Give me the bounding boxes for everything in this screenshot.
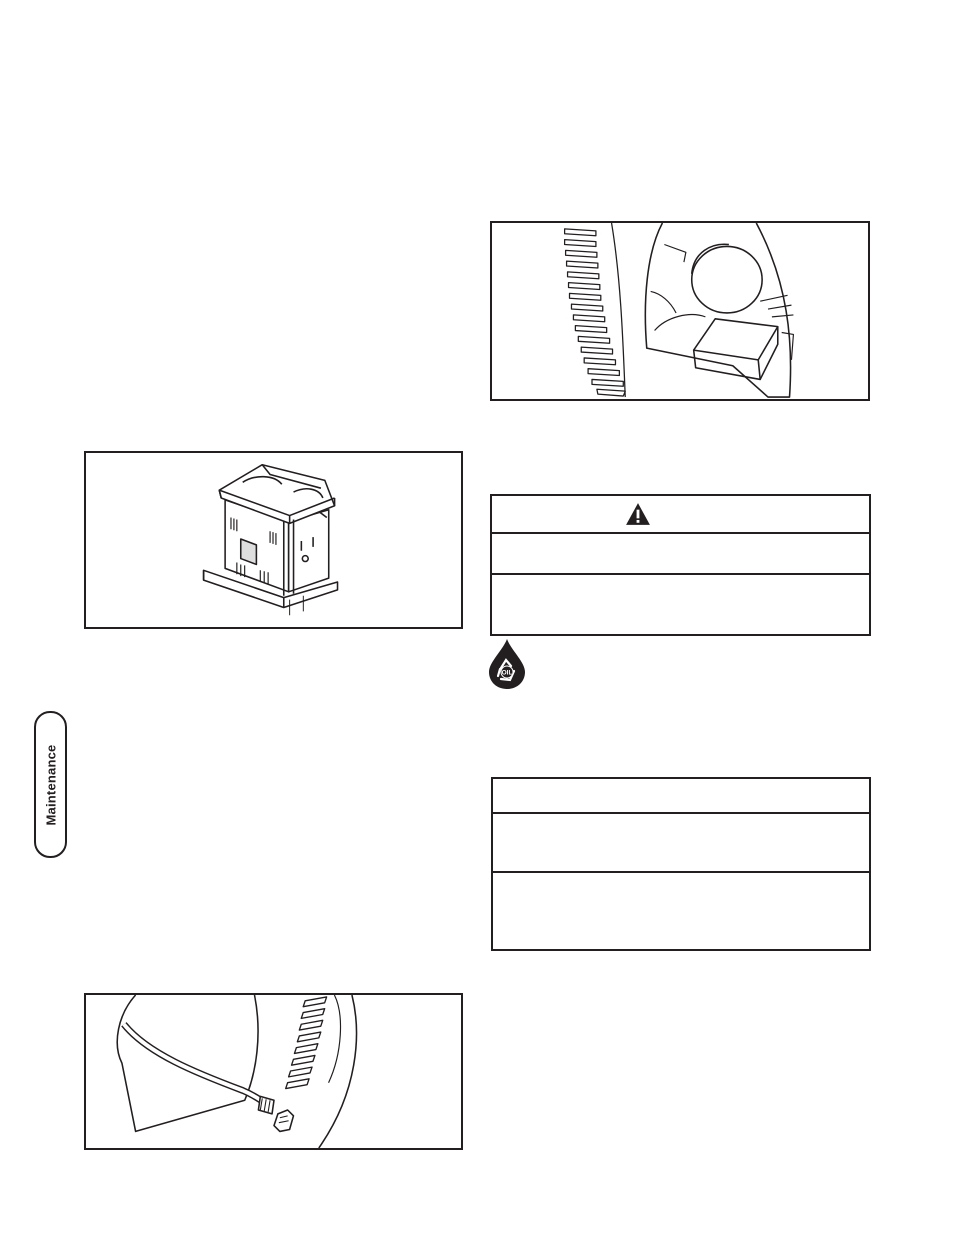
oil-drain-hose-figure: [84, 993, 463, 1150]
notice-header: [493, 779, 869, 814]
warning-row-2: [492, 575, 869, 634]
oil-drain-hose-illustration: [86, 995, 461, 1148]
generator-unit-figure: [84, 451, 463, 629]
notice-box: [491, 777, 871, 951]
maintenance-section-tab: [34, 711, 67, 858]
generator-enclosure-illustration: [86, 453, 461, 627]
warning-row-1: [492, 534, 869, 575]
maintenance-tab-label: Maintenance: [43, 744, 58, 825]
warning-header: [492, 496, 869, 534]
notice-row-2: [493, 873, 869, 949]
recycle-oil-drop-icon: [487, 638, 527, 690]
notice-row-1: [493, 814, 869, 873]
recycle-oil-label: OIL: [501, 669, 513, 677]
oil-filter-illustration: [492, 223, 868, 399]
warning-triangle-icon: [625, 502, 651, 526]
oil-filter-figure: [490, 221, 870, 401]
warning-box: [490, 494, 871, 636]
